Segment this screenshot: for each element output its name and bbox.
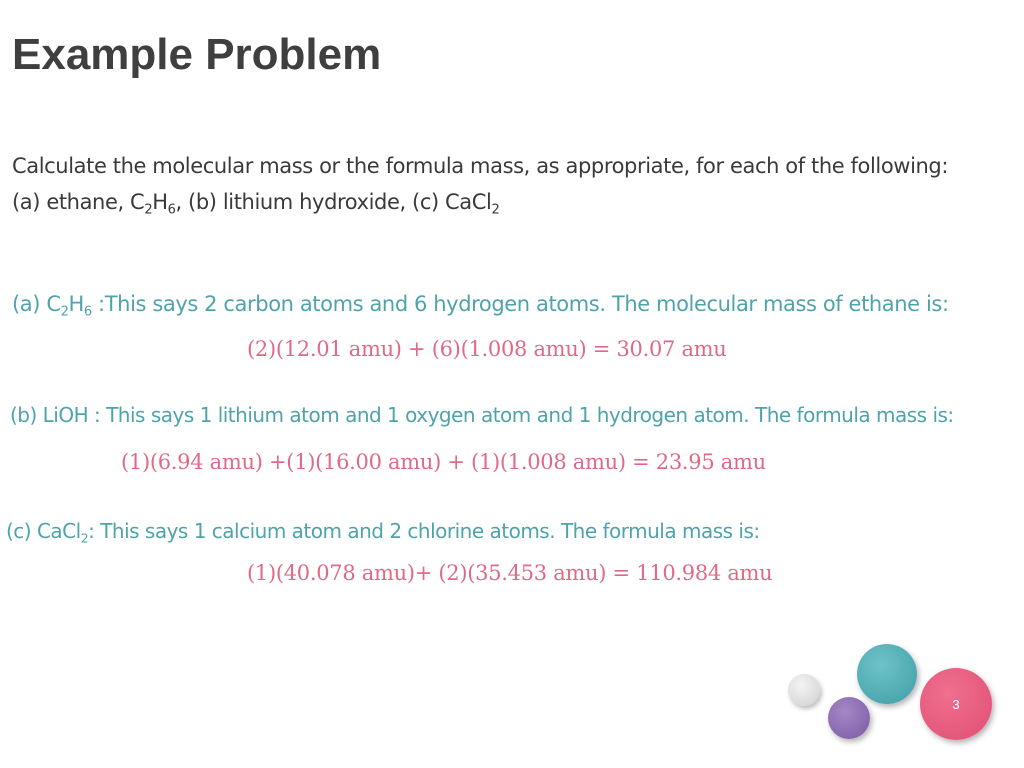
prompt-text: H [152,190,168,214]
subscript: 2 [60,304,69,320]
part-a-description: :This says 2 carbon atoms and 6 hydrogen atoms. The molecular mass of ethane is: [91,292,949,316]
part-b-equation: (1)(6.94 amu) +(1)(16.00 amu) + (1)(1.008 amu) = 23.95 amu [121,450,766,474]
prompt-line-1: Calculate the molecular mass or the formula mass, as appropriate, for each of the following: [12,154,949,178]
prompt-line-2 [12,184,1012,220]
page-number-circle [920,668,992,740]
problem-prompt [12,148,1012,220]
page-number: 3 [952,696,960,712]
part-b-text: (b) LiOH : This says 1 lithium atom and 1 oxygen atom and 1 hydrogen atom. The formula mass is: [10,403,954,427]
subscript: 2 [144,202,153,218]
part-c-equation: (1)(40.078 amu)+ (2)(35.453 amu) = 110.984 amu [247,561,773,585]
subscript: 2 [80,530,89,546]
decor-circle-purple [828,697,870,739]
part-a-equation: (2)(12.01 amu) + (6)(1.008 amu) = 30.07 amu [247,337,727,361]
part-a-label: H [68,292,84,316]
decor-circle-teal [857,644,917,704]
part-c-label: (c) CaCl [6,519,81,543]
decor-circle-gray [788,674,820,706]
part-c-text [6,519,760,546]
subscript: 2 [491,202,500,218]
part-c-description: : This says 1 calcium atom and 2 chlorine atoms. The formula mass is: [88,519,760,543]
prompt-text: , (b) lithium hydroxide, (c) CaCl [175,190,492,214]
subscript: 6 [167,202,176,218]
part-a-label: (a) C [12,292,61,316]
subscript: 6 [83,304,92,320]
part-a-text [12,292,949,320]
slide-title: Example Problem [12,30,382,79]
prompt-text: (a) ethane, C [12,190,145,214]
